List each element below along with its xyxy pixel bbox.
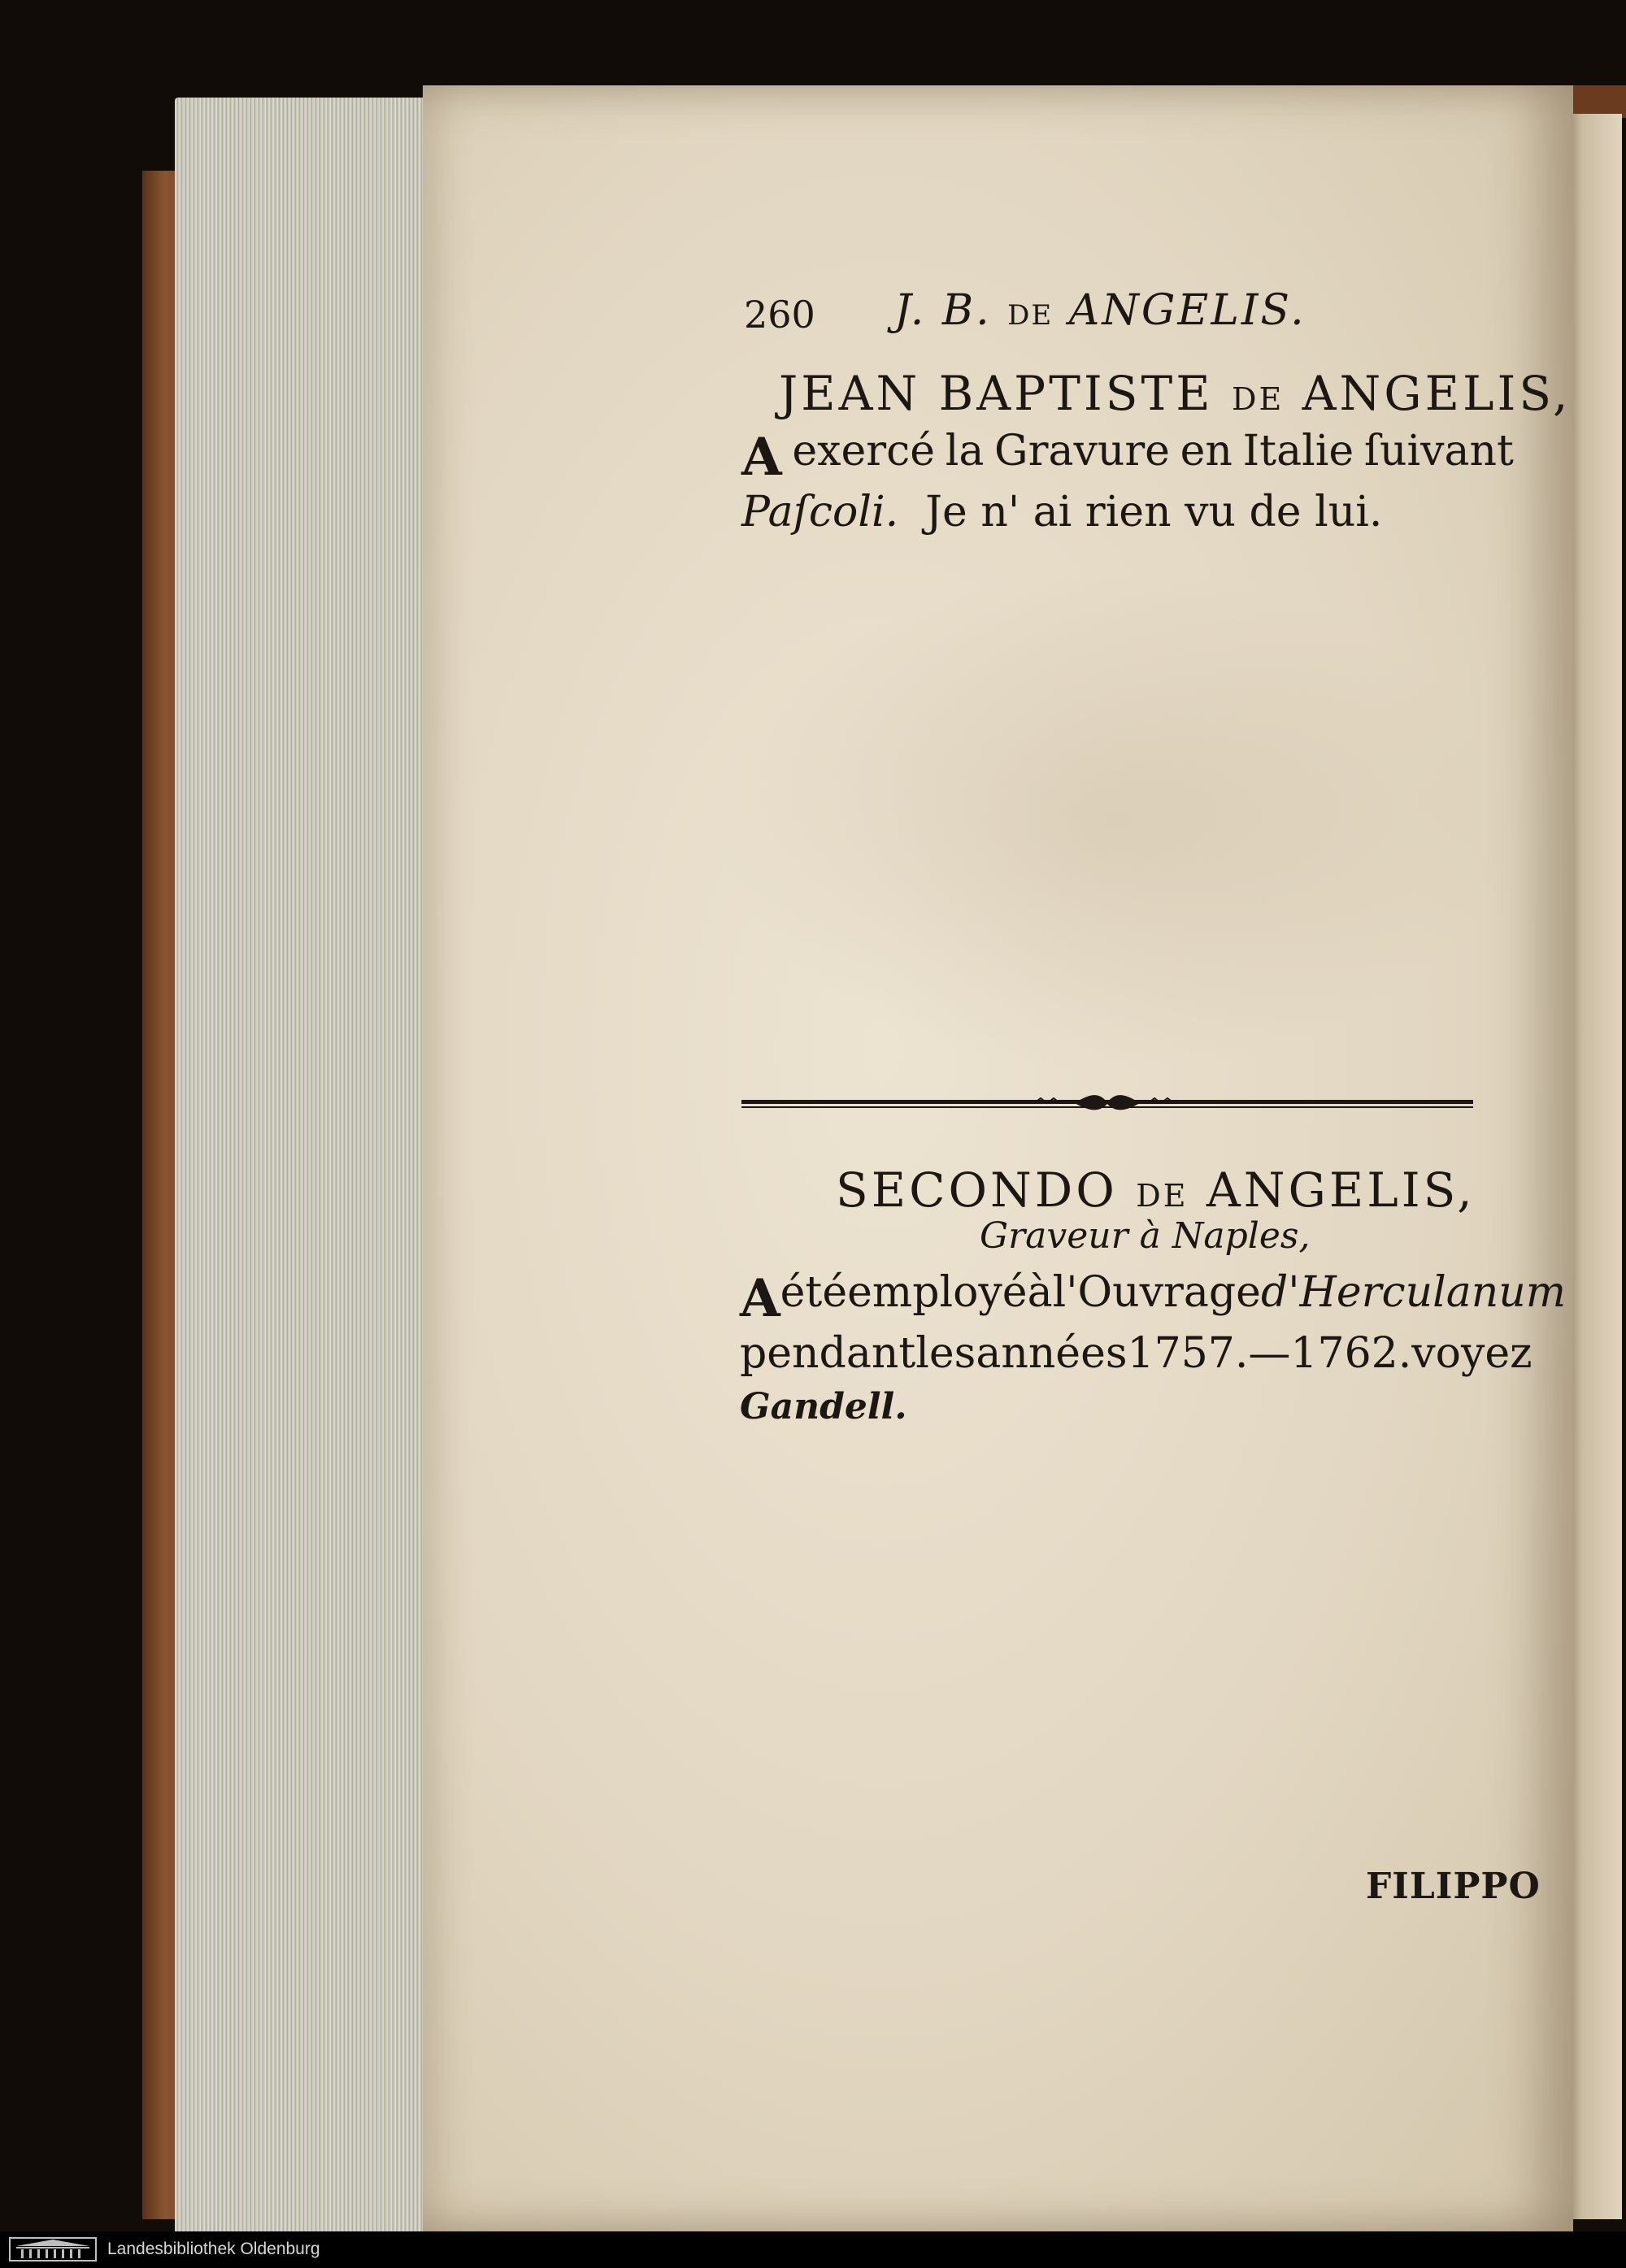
entry1-line2 bbox=[741, 488, 1382, 537]
word: pendant bbox=[740, 1329, 916, 1378]
entry-title-particle: DE bbox=[1232, 381, 1285, 417]
entry2-line1 bbox=[740, 1268, 1567, 1329]
word: 1762. bbox=[1290, 1329, 1412, 1378]
ornamental-divider bbox=[741, 1091, 1473, 1115]
entry-title-first: JEAN BAPTISTE bbox=[779, 366, 1232, 421]
entry-subtitle: Graveur à Naples, bbox=[980, 1215, 1311, 1257]
entry2-line3: Gandell. bbox=[740, 1386, 907, 1427]
initial-letter: A bbox=[740, 1268, 780, 1329]
page-block-edges bbox=[175, 98, 455, 2244]
word: ſuivant bbox=[1363, 427, 1514, 476]
word: Gravure bbox=[994, 427, 1170, 476]
running-head-name: ANGELIS. bbox=[1053, 286, 1306, 335]
word: les bbox=[915, 1329, 976, 1378]
word: la bbox=[945, 427, 985, 476]
line-text: Je n' ai rien vu de lui. bbox=[898, 488, 1383, 537]
running-head-prefix: J. B. bbox=[894, 286, 1008, 335]
library-building-icon bbox=[8, 2236, 98, 2262]
word: voyez bbox=[1411, 1329, 1533, 1378]
page-number: 260 bbox=[744, 293, 815, 337]
catchword: FILIPPO bbox=[1366, 1866, 1541, 1907]
word: d'Herculanum bbox=[1260, 1268, 1567, 1317]
entry-title-first: SECONDO bbox=[836, 1162, 1137, 1218]
word: employé bbox=[847, 1268, 1028, 1317]
word: années bbox=[976, 1329, 1128, 1378]
word: été bbox=[780, 1268, 848, 1317]
word: 1757. bbox=[1127, 1329, 1249, 1378]
word: l'Ouvrage bbox=[1052, 1268, 1261, 1317]
running-head-particle: DE bbox=[1007, 299, 1054, 332]
italic-name: Paſcoli. bbox=[741, 488, 899, 537]
entry-title-last: ANGELIS, bbox=[1284, 366, 1572, 421]
entry-title-particle: DE bbox=[1136, 1178, 1189, 1214]
entry1-line1 bbox=[741, 427, 1514, 488]
entry-title-last: ANGELIS, bbox=[1188, 1162, 1476, 1218]
footer-bar bbox=[0, 2231, 1626, 2268]
show-through-ink bbox=[715, 569, 1512, 1073]
entry-title-jean-baptiste bbox=[779, 366, 1572, 421]
running-head bbox=[894, 286, 1306, 335]
entry-title-secondo bbox=[836, 1162, 1476, 1218]
word: en bbox=[1180, 427, 1233, 476]
word: — bbox=[1248, 1329, 1291, 1378]
word: exercé bbox=[792, 427, 935, 476]
word: à bbox=[1027, 1268, 1053, 1317]
initial-letter: A bbox=[741, 427, 782, 488]
word: Italie bbox=[1242, 427, 1354, 476]
library-name: Landesbibliothek Oldenburg bbox=[107, 2240, 320, 2258]
entry2-line2 bbox=[740, 1329, 1533, 1378]
